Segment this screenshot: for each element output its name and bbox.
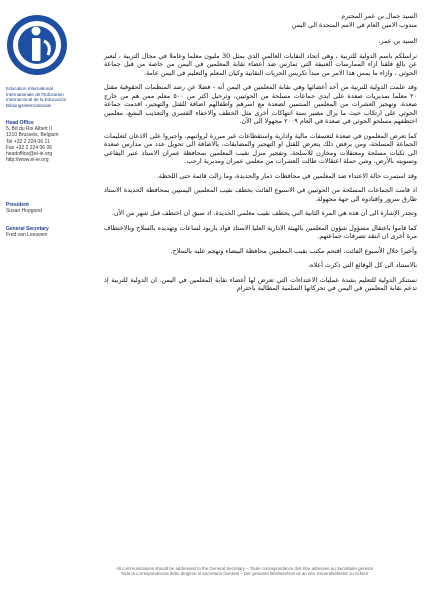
president-title: President xyxy=(6,202,29,208)
letter-paragraph: بالاستناد الى كل الوقائع التي ذكرت أعلاه، xyxy=(308,261,417,269)
head-office-tel: Tel +32 2 224 06 11 xyxy=(6,138,50,145)
org-name-fr: Internationale de l'Education xyxy=(6,91,64,97)
recipient-title: مندوب الامين العام في الامم المتحدة الى اليمن xyxy=(291,20,417,29)
general-secretary-title: General Secretary xyxy=(6,226,49,232)
letter-paragraph: نراسلكم باسم الدولية للتربية ، وهي اتحاد النقابات العالمي الذي يمثل 30 مليون معلما وعاملا في مجال التربية ، لنعبر عن بالغ قلقنا ازاء الممارسات العنيفة التي تمارس ضد أعضاء نقابة المعلمين في اليمن من خاصة من قبل جماعة الحوثي ، وازاء ما يمس هذا الامر من مبدأ تكريس الحريات النقابية وكيان المعلم والتعليم في اليمن عامة. xyxy=(104,51,417,77)
letter-paragraph: وقد علمت الدولية للتربية من أحد أعضائها وهي نقابة المعلمين في اليمن أنه - فضلا عن رصد المنظمات الحقوقية مقتل ٢٠ معلما بمديريات صعدة على ايدي جماعات مسلحة من الحوثيين، وترحيل اكثر من ٥٠٠ معلم ممن هم من خارج صعدة، وتهجير العشرات من المعلمين المنتمين لصعدة مع اسرهم واطفالهم اضافة للقتل والتهجير، اقدمت جماعة الحوثي على ارتكاب حيث ما يزال مصير ستة انتهاكات أخرى مثل الخطف والاخفاء القسري والتعذيب البشع، معلمين اختطفهم مسلحو الحوثي في صعدة في العام ٢٠٠٩ مجهولا الى الآن. xyxy=(104,83,417,125)
greeting: السيد بن عمر، xyxy=(378,37,417,45)
org-name-en: Education International xyxy=(6,86,53,91)
head-office-email[interactable]: headoffice@ei-ie.org xyxy=(6,151,53,158)
president-name: Susan Hopgood xyxy=(6,208,42,215)
organization-name xyxy=(6,86,102,108)
general-secretary-name: Fred van Leeuwen xyxy=(6,232,48,239)
letter-paragraph: وقد استمرت حالة الاعتداء ضد المعلمين في محافظات ذمار والحديدة، وما زالت قائمة حتى اللحظة. xyxy=(156,171,417,180)
letter-paragraph: اذ قامت الجماعات المسلحة من الحوثيين في الاسبوع الفائت بخطف نقيب المعلمين اليمنيين بمحافظة الحديدة الاستاذ طارق سرور واقتادوه الى جهة مجهولة. xyxy=(104,186,417,203)
org-name-es: Internacional de la Educación xyxy=(6,97,67,103)
president-block xyxy=(6,202,98,214)
footer-line: All communications should be addressed to the General Secretary – Toute correspondance doit être adressée au Secrétaire général xyxy=(116,566,373,571)
footer xyxy=(70,566,419,577)
head-office-title: Head Office xyxy=(6,120,34,126)
head-office-address: 5, Bd du Roi Albert II xyxy=(6,126,52,133)
footer-line: Toda la correspondencia debe dirigirse al Secretario General – Der gesamte Briefwechsel ist an den Generalsekretär zu richten xyxy=(120,571,369,577)
head-office-city: 1210 Brussels, Belgium xyxy=(6,132,59,139)
letter-paragraph: وأخيرا خلال الأسبوع الفائت، اقتحم مكتب نقيب المعلمين محافظة البيضاء وتهجم عليه بالسلاح. xyxy=(170,246,417,255)
education-international-logo xyxy=(6,14,68,76)
head-office-fax: Fax +32 2 224 06 06 xyxy=(6,144,53,151)
letter-paragraph: كما قاموا باعتقال مسؤول شؤون المعلمين بالهيئة الادارية العليا الاستاذ فواد باريود لساعات وتهديده بالسلاح وبالاختطاف مرة أخرى ان انتقد تصرفات جماعتهم. xyxy=(104,223,417,240)
head-office-website[interactable]: http://www.ei-ie.org xyxy=(6,157,49,164)
recipient-name: السيد جمال بن عمر المحترم xyxy=(341,12,417,20)
head-office-block xyxy=(6,120,98,163)
recipient-block xyxy=(104,12,417,29)
letter-paragraph: وتجدر الإشارة الى أن هذه هي المرة الثانية التي يخطف نقيب معلمي الحديدة، اذ سبق ان اختطف قبل شهر من الآن. xyxy=(111,209,417,217)
letter-paragraph: نستنكر الدولية للتعليم بشدة عمليات الاعتداءات التي تعرض لها أعضاء نقابة المعلمين في اليمن. ان الدولية للتربية إذ تدعم نقابة المعلمين في اليمن في تحركاتها السلمية المطالبة باحترام xyxy=(104,275,417,292)
general-secretary-block xyxy=(6,226,98,238)
org-name-de: Bildungsinternationale xyxy=(6,102,52,108)
letter-paragraph: كما تعرض المعلمون في صعدة لتعسفات مالية وادارية واستقطاعات غير مبررة لرواتبهم، واجبروا على الاذعان لتعليمات الجماعة المسلحة، ومن يرفض ذلك يتعرض للقتل او التهجير والمضايقات، بالاضافة الى تحويل عدد من مدارس صعدة الى ثكنات مسلحة ومعتقلات ومخازن للاسلحة، وتفجير منزل نقيب المعلمين بمحافظة عمران الاستاذ عتير اليفاعي وتسويته بالأرض، وشن حملة اعتقالات طالت العشرات من معلمي عمران ومديرية ارحب. xyxy=(104,131,417,165)
letter-body xyxy=(104,12,417,299)
